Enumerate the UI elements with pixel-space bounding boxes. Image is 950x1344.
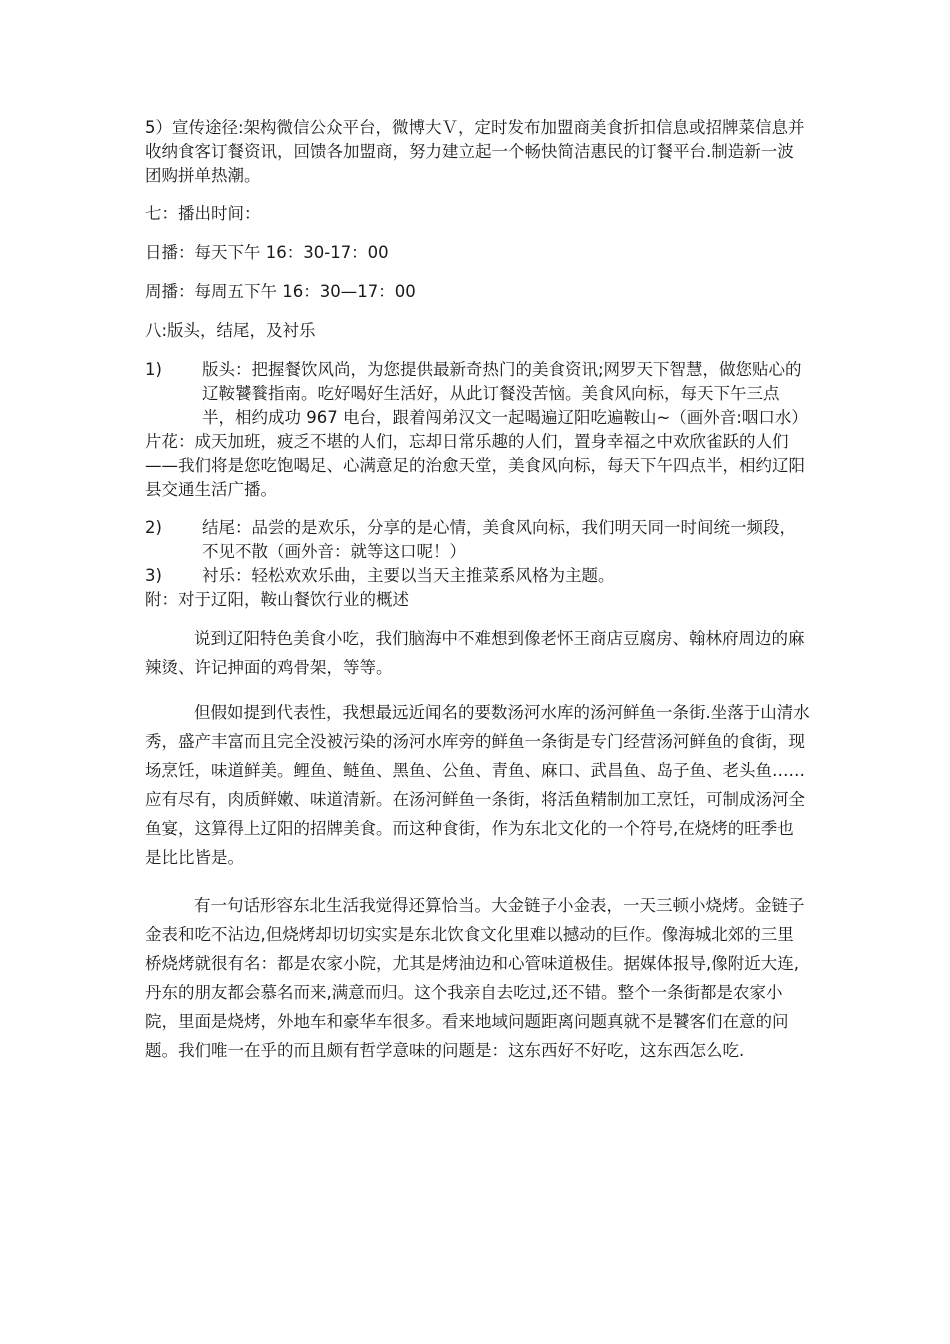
document-body (145, 116, 810, 1065)
list-number: 3) (145, 566, 162, 585)
section-7-heading: 七：播出时间： (145, 204, 261, 223)
list-text: 版头：把握餐饮风尚，为您提供最新奇热门的美食资讯;网罗天下智慧，做您贴心的辽鞍饕餮指南。吃好喝好生活好，从此订餐没苦恼。美食风向标，每天下午三点半，相约成功 967 电台，跟着闯弟汉文一起喝遍辽阳吃遍鞍山~（画外音:咽口水） (202, 360, 808, 427)
list-number: 1) (145, 360, 162, 379)
body-paragraph: 但假如提到代表性，我想最远近闻名的要数汤河水库的汤河鲜鱼一条街.坐落于山清水秀，盛产丰富而且完全没被污染的汤河水库旁的鲜鱼一条街是专门经营汤河鲜鱼的食街，现场烹饪，味道鲜美。鲤鱼、鲢鱼、黑鱼、公鱼、青鱼、麻口、武昌鱼、岛子鱼、老头鱼……应有尽有，肉质鲜嫩、味道清新。在汤河鲜鱼一条街，将活鱼精制加工烹饪，可制成汤河全鱼宴，这算得上辽阳的招牌美食。而这种食街，作为东北文化的一个符号,在烧烤的旺季也是比比皆是。 (145, 703, 810, 867)
promo-paragraph: 5）宣传途径:架构微信公众平台，微博大Ｖ，定时发布加盟商美食折扣信息或招牌菜信息并收纳食客订餐资讯，回馈各加盟商，努力建立起一个畅快简洁惠民的订餐平台.制造新一波团购拼单热潮。 (145, 118, 805, 185)
body-paragraph: 有一句话形容东北生活我觉得还算恰当。大金链子小金表，一天三顿小烧烤。金链子金表和吃不沾边,但烧烤却切切实实是东北饮食文化里难以撼动的巨作。像海城北郊的三里桥烧烤就很有名：都是农家小院，尤其是烤油边和心管味道极佳。据媒体报导,像附近大连,丹东的朋友都会慕名而来,满意而归。这个我亲自去吃过,还不错。整个一条街都是农家小院，里面是烧烤，外地车和豪华车很多。看来地域问题距离问题真就不是饕客们在意的问题。我们唯一在乎的而且颇有哲学意味的问题是：这东西好不好吃，这东西怎么吃. (145, 896, 805, 1060)
list-item-ending (145, 516, 810, 564)
appendix-heading: 附：对于辽阳，鞍山餐饮行业的概述 (145, 590, 409, 609)
list-item-music (145, 564, 810, 588)
list-number: 2) (145, 518, 162, 537)
flower-paragraph: 片花：成天加班，疲乏不堪的人们，忘却日常乐趣的人们，置身幸福之中欢欣雀跃的人们——我们将是您吃饱喝足、心满意足的治愈天堂，美食风向标，每天下午四点半，相约辽阳县交通生活广播。 (145, 432, 805, 499)
body-paragraph: 说到辽阳特色美食小吃，我们脑海中不难想到像老怀王商店豆腐房、翰林府周边的麻辣烫、许记抻面的鸡骨架，等等。 (145, 629, 805, 677)
list-text: 衬乐：轻松欢欢乐曲，主要以当天主推菜系风格为主题。 (202, 566, 615, 585)
list-text: 结尾：品尝的是欢乐，分享的是心情，美食风向标，我们明天同一时间统一频段，不见不散（画外音：就等这口呢！） (202, 518, 796, 561)
weekly-schedule: 周播：每周五下午 16：30—17：00 (145, 282, 416, 301)
section-8-heading: 八:版头，结尾，及衬乐 (145, 321, 316, 340)
list-item-opening (145, 358, 810, 430)
daily-schedule: 日播：每天下午 16：30-17：00 (145, 243, 389, 262)
